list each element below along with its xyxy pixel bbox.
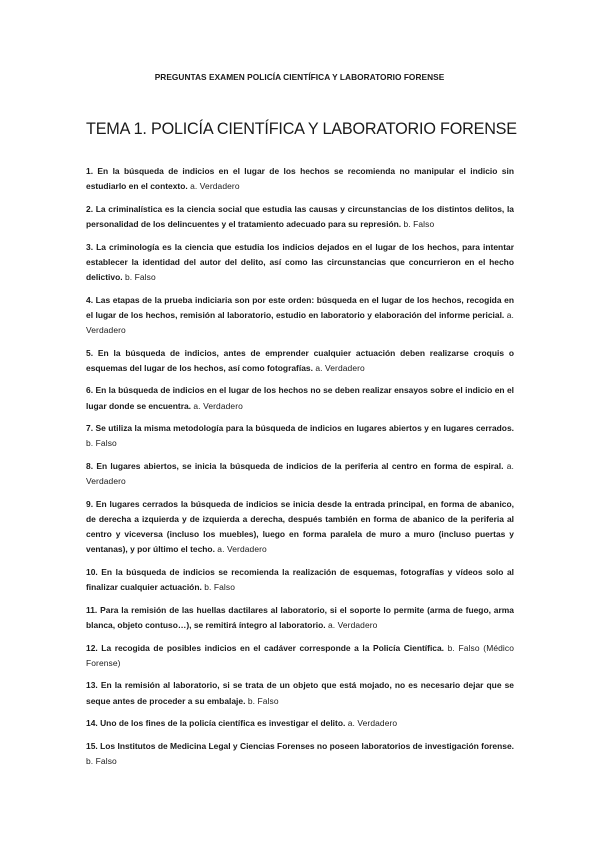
question-number: 15. bbox=[86, 740, 98, 751]
question-answer: a. Verdadero bbox=[315, 362, 365, 373]
question-number: 13. bbox=[86, 680, 98, 691]
question-number: 10. bbox=[86, 566, 98, 577]
question-item bbox=[86, 739, 514, 769]
question-answer: b. Falso bbox=[204, 582, 236, 593]
question-number: 9. bbox=[86, 498, 94, 509]
question-text: En la búsqueda de indicios en el lugar de los hechos no se deben realizar ensayos sobre el indicio en el lugar donde se encuentra. bbox=[86, 385, 514, 411]
question-number: 1. bbox=[86, 166, 94, 176]
question-text: La recogida de posibles indicios en el cadáver corresponde a la Policía Científica. bbox=[101, 642, 445, 653]
question-answer: a. Verdadero bbox=[217, 544, 267, 555]
question-answer: b. Falso bbox=[403, 219, 435, 229]
question-text: En la remisión al laboratorio, si se trata de un objeto que está mojado, no es necesario dejar que se seque antes de proceder a su embalaje. bbox=[86, 680, 514, 706]
question-answer: a. Verdadero bbox=[193, 400, 243, 411]
question-answer: b. Falso bbox=[124, 272, 156, 282]
question-item bbox=[86, 497, 514, 558]
question-text: Se utiliza la misma metodología para la búsqueda de indicios en lugares abiertos y en lugares cerrados. bbox=[95, 423, 514, 434]
question-number: 2. bbox=[86, 203, 94, 214]
section-title: TEMA 1. POLICÍA CIENTÍFICA Y LABORATORIO FORENSE bbox=[86, 120, 517, 138]
question-answer: a. Verdadero bbox=[327, 619, 378, 630]
question-number: 3. bbox=[86, 241, 94, 252]
question-item bbox=[86, 202, 514, 232]
question-item bbox=[86, 240, 514, 286]
question-item bbox=[86, 164, 514, 194]
question-item bbox=[86, 603, 514, 633]
page-header: PREGUNTAS EXAMEN POLICÍA CIENTÍFICA Y LABORATORIO FORENSE bbox=[154, 72, 445, 82]
question-item bbox=[86, 383, 514, 413]
question-text: En lugares abiertos, se inicia la búsqueda de indicios de la periferia al centro en forma de espiral. bbox=[96, 460, 504, 471]
question-text: La criminalística es la ciencia social que estudia las causas y circunstancias de los distintos delitos, la personalidad de los delincuentes y el tratamiento adecuado para su represión. bbox=[86, 203, 514, 229]
question-answer: b. Falso bbox=[247, 695, 279, 706]
question-text: Las etapas de la prueba indiciaria son por este orden: búsqueda en el lugar de los hechos, recogida en el lugar de los hechos, remisión al laboratorio, estudio en laboratorio y elaboración del informe pericial. bbox=[86, 294, 514, 320]
question-item bbox=[86, 421, 514, 451]
question-number: 6. bbox=[86, 385, 94, 396]
question-answer: b. Falso bbox=[86, 438, 117, 449]
question-number: 8. bbox=[86, 460, 94, 471]
question-text: Para la remisión de las huellas dactilares al laboratorio, si el soporte lo permite (arma de fuego, arma blanca, objeto contuso…), se remitirá íntegro al laboratorio. bbox=[86, 604, 514, 630]
question-text: En la búsqueda de indicios en el lugar de los hechos se recomienda no manipular el indicio sin estudiarlo en el contexto. bbox=[86, 166, 514, 192]
question-item bbox=[86, 346, 514, 376]
question-item bbox=[86, 716, 514, 731]
question-answer: b. Falso bbox=[86, 755, 117, 766]
question-text: En lugares cerrados la búsqueda de indicios se inicia desde la entrada principal, en forma de abanico, de derecha a izquierda y de izquierda a derecha, después también en forma de abanico de la periferia al centro y viceversa (incluso los muebles), luego en forma paralela de muro a muro (incluso puertas y ventanas), y por último el techo. bbox=[86, 498, 514, 555]
question-text: La criminología es la ciencia que estudia los indicios dejados en el lugar de los hechos, para intentar establecer la identidad del autor del delito, así como las circunstancias que concurrieron en el hecho delictivo. bbox=[86, 241, 514, 282]
question-number: 14. bbox=[86, 718, 98, 729]
question-number: 4. bbox=[86, 294, 94, 305]
question-answer: b. Falso (Médico Forense) bbox=[86, 642, 514, 668]
question-list bbox=[86, 164, 514, 777]
question-item bbox=[86, 641, 514, 671]
question-answer: a. Verdadero bbox=[190, 181, 240, 192]
question-text: En la búsqueda de indicios, antes de emprender cualquier actuación deben realizarse croquis o esquemas del lugar de los hechos, así como fotografías. bbox=[86, 347, 514, 373]
question-answer: a. Verdadero bbox=[347, 718, 398, 729]
question-item bbox=[86, 678, 514, 708]
question-item bbox=[86, 459, 514, 489]
question-text: Los Institutos de Medicina Legal y Ciencias Forenses no poseen laboratorios de investigación forense. bbox=[100, 740, 514, 751]
question-item bbox=[86, 565, 514, 595]
question-item bbox=[86, 293, 514, 339]
question-answer: a. Verdadero bbox=[86, 309, 514, 335]
question-text: En la búsqueda de indicios se recomienda la realización de esquemas, fotografías y vídeos solo al finalizar cualquier actuación. bbox=[86, 566, 514, 593]
question-number: 5. bbox=[86, 347, 94, 358]
question-number: 7. bbox=[86, 423, 94, 434]
question-text: Uno de los fines de la policía científica es investigar el delito. bbox=[100, 718, 346, 729]
question-number: 12. bbox=[86, 642, 98, 653]
question-answer: a. Verdadero bbox=[86, 460, 514, 487]
question-number: 11. bbox=[86, 604, 98, 615]
